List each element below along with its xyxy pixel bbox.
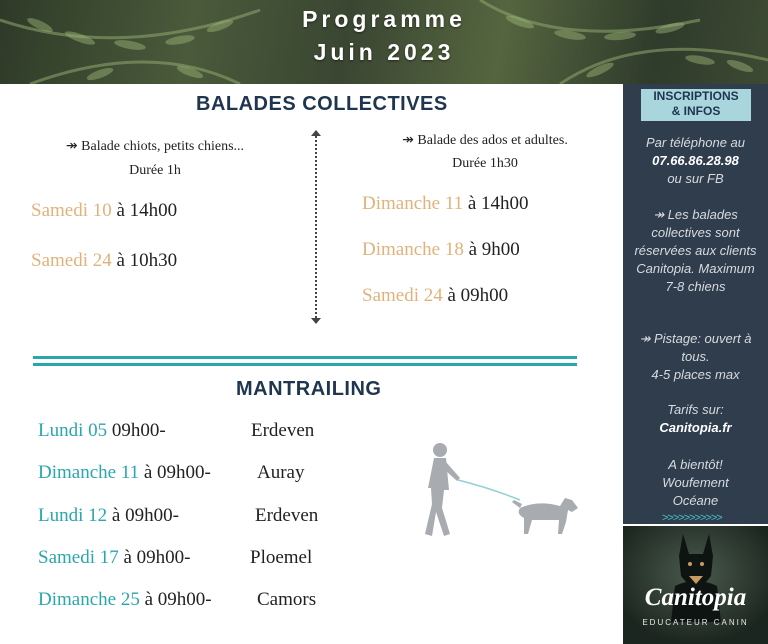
program-month: Juin 2023	[313, 39, 455, 65]
session-place: Camors	[257, 589, 317, 610]
session-time: à 09h00	[442, 285, 509, 306]
program-title: Programme	[302, 6, 466, 32]
session-time: 09h00-	[107, 420, 166, 441]
logo-name: Canitopia	[644, 584, 747, 611]
mantrailing-session	[38, 505, 179, 527]
session-time: à 09h00-	[139, 462, 211, 483]
header-banner	[0, 0, 768, 84]
balade-right-session	[362, 285, 508, 307]
section-separator	[33, 356, 577, 359]
closing-line: Woufement	[662, 475, 729, 490]
session-day: Samedi 10	[31, 200, 112, 221]
balade-left-description: ↠ Balade chiots, petits chiens...	[65, 139, 245, 154]
phone-number-value: 07.66.86.28.98	[652, 153, 739, 168]
balade-right-session	[362, 239, 520, 261]
inscriptions-badge	[641, 89, 751, 121]
mantrailing-session	[38, 589, 212, 611]
session-time: à 09h00-	[118, 547, 191, 568]
logo-subtitle: EDUCATEUR CANIN	[642, 618, 749, 627]
tarifs-site[interactable]	[623, 419, 768, 437]
balade-left-session	[31, 250, 177, 272]
pistage-note: ↠ Pistage: ouvert à tous.	[639, 331, 752, 364]
balade-right-duration: Durée 1h30	[452, 156, 518, 171]
chevrons-decoration: >>>>>>>>>>>	[662, 512, 722, 524]
mantrailing-session	[38, 420, 166, 442]
closing-line: Océane	[672, 493, 719, 508]
balades-title: BALADES COLLECTIVES	[196, 93, 448, 115]
vertical-divider	[315, 132, 317, 322]
balade-left-duration: Durée 1h	[129, 163, 181, 178]
mantrailing-session	[38, 462, 211, 484]
session-time: à 10h30	[111, 250, 178, 271]
divider-arrow-down	[311, 318, 321, 324]
session-place: Auray	[257, 462, 305, 483]
session-day: Dimanche 11	[362, 193, 464, 214]
session-place: Erdeven	[255, 505, 319, 526]
session-day: Dimanche 25	[38, 589, 140, 610]
mantrailing-title: MANTRAILING	[236, 378, 382, 400]
badge-line: INSCRIPTIONS	[653, 89, 739, 103]
session-day: Samedi 17	[38, 547, 119, 568]
tarifs-label: Tarifs sur:	[667, 402, 724, 417]
badge-line: & INFOS	[671, 104, 721, 118]
session-day: Dimanche 11	[38, 462, 140, 483]
balade-right-session	[362, 193, 529, 215]
session-place: Erdeven	[251, 420, 315, 441]
closing-line: A bientôt!	[668, 457, 723, 472]
session-day: Samedi 24	[31, 250, 112, 271]
person-walking-dog-icon	[420, 438, 590, 538]
session-day: Lundi 12	[38, 505, 108, 526]
clients-note: ↠ Les balades collectives sont réservées aux clients Canitopia. Maximum 7-8 chiens	[634, 207, 757, 294]
phone-intro: Par téléphone au	[645, 135, 746, 150]
balade-right-description: ↠ Balade des ados et adultes.	[402, 133, 568, 148]
places-note: 4-5 places max	[651, 367, 740, 382]
session-place: Ploemel	[250, 547, 313, 568]
session-day: Samedi 24	[362, 285, 443, 306]
phone-number	[623, 152, 768, 170]
canitopia-logo	[623, 526, 768, 644]
session-time: à 09h00-	[107, 505, 179, 526]
section-separator	[33, 363, 577, 366]
session-time: à 9h00	[463, 239, 520, 260]
session-day: Lundi 05	[38, 420, 108, 441]
balade-left-session	[31, 200, 177, 222]
session-time: à 14h00	[463, 193, 529, 214]
mantrailing-session	[38, 547, 191, 569]
session-time: à 09h00-	[139, 589, 212, 610]
session-day: Dimanche 18	[362, 239, 464, 260]
phone-alt: ou sur FB	[667, 171, 724, 186]
session-time: à 14h00	[111, 200, 178, 221]
tarifs-site-link[interactable]: Canitopia.fr	[659, 420, 732, 435]
